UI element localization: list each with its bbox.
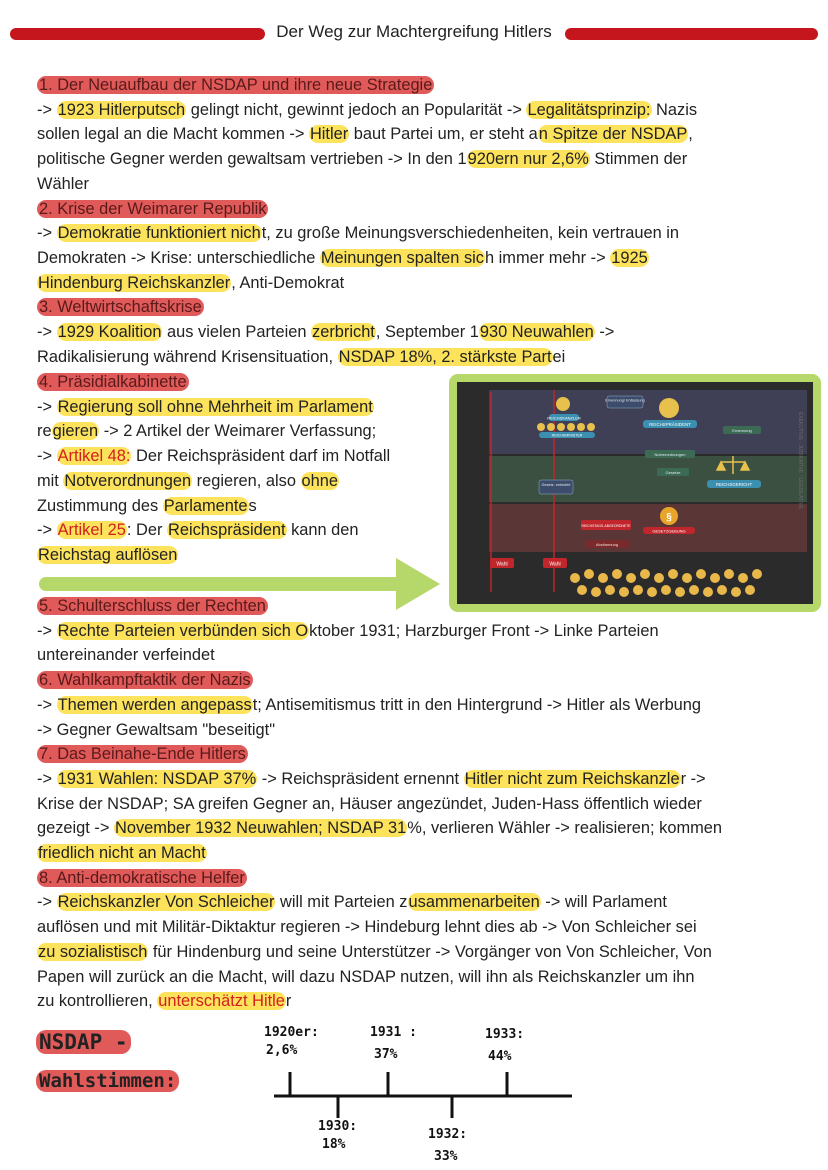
s5-line1: -> Rechte Parteien verbünden sich Oktober 1931; Harzburger Front -> Linke Parteien [37,621,659,640]
s8-line4: Papen will zurück an die Macht, will dazu NSDAP nutzen, will ihn als Reichskanzler um ihn [37,967,695,986]
s6-line2: -> Gegner Gewaltsam "beseitigt" [37,720,276,739]
s4-line4: mit Notverordnungen regieren, also ohne [37,471,338,490]
heading-s1: 1. Der Neuaufbau der NSDAP und ihre neue Strategie [39,76,433,94]
s4-line5: Zustimmung des Parlamentes [37,496,257,515]
svg-text:§: § [666,512,672,523]
s1-line4: Wähler [37,174,89,193]
s8-line5: zu kontrollieren, unterschätzt Hitler [37,992,292,1011]
timeline-label-2: Wahlstimmen: [36,1070,179,1092]
s8-line3: zu sozialistisch für Hindenburg und seine Unterstützer -> Vorgänger von Von Schleicher, Von [38,942,712,961]
label-wahl-1: Wahl [496,561,508,568]
s4-line2: regieren -> 2 Artikel der Weimarer Verfassung; [37,422,377,441]
value-1920: 2,6% [266,1043,298,1058]
year-1920: 1920er: [264,1025,319,1040]
heading-s7: 7. Das Beinahe-Ende Hitlers [39,745,246,764]
heading-s3: 3. Weltwirtschaftskrise [39,298,202,317]
label-wahl-2: Wahl [549,561,561,568]
year-1932: 1932: [428,1127,468,1142]
s1-line2: sollen legal an die Macht kommen -> Hitler baut Partei um, er steht an Spitze der NSDAP, [37,125,693,144]
heading-s8: 8. Anti-demokratische Helfer [39,868,245,887]
s4-line1: -> Regierung soll ohne Mehrheit im Parlament [37,397,373,416]
svg-text:Ernennung/ Entlassung: Ernennung/ Entlassung [605,398,645,403]
value-1930: 18% [322,1137,346,1152]
value-1931: 37% [374,1047,398,1062]
s8-line2: auflösen und mit Militär-Diktaktur regieren -> Hindeburg lehnt dies ab -> Von Schleicher sei [37,918,697,937]
s3-line1: -> 1929 Koalition aus vielen Parteien zerbricht, September 1930 Neuwahlen -> [37,323,615,342]
s4-line7: Reichstag auflösen [38,545,178,564]
svg-text:Gesetz- entwürfe: Gesetz- entwürfe [541,483,571,487]
s3-line2: Radikalisierung während Krisensituation, NSDAP 18%, 2. stärkste Partei [37,347,566,366]
page-title: Der Weg zur Machtergreifung Hitlers [0,22,828,42]
svg-text:Notverordnungen: Notverordnungen [654,452,686,457]
heading-s2: 2. Krise der Weimarer Republik [39,199,267,218]
heading-s6: 6. Wahlkampftaktik der Nazis [39,671,251,690]
s5-line2: untereinander verfeindet [37,646,215,665]
s7-line4: friedlich nicht an Macht [38,844,206,863]
label-gesetzgebung: GESETZGEBUNG [652,528,686,534]
svg-text:EXEKUTIVE · JUDIKATIVE · LEGIS: EXEKUTIVE · JUDIKATIVE · LEGISLATIVE [797,412,803,510]
svg-text:Abstimmung: Abstimmung [595,542,619,547]
s2-line2: Demokraten -> Krise: unterschiedliche Meinungen spalten sich immer mehr -> 1925 [37,248,648,267]
s7-line2: Krise der NSDAP; SA greifen Gegner an, Häuser angezündet, Juden-Hass öffentlich wieder [37,794,702,813]
value-1932: 33% [434,1149,458,1164]
value-1933: 44% [488,1049,512,1064]
s1-line3: politische Gegner werden gewaltsam vertrieben -> In den 1920ern nur 2,6% Stimmen der [37,150,688,169]
s1-line1: -> 1923 Hitlerputsch gelingt nicht, gewinnt jedoch an Popularität -> Legalitätsprinzip: Nazis [37,100,698,119]
label-reichspraesident: REICHSPRÄSIDENT [649,422,691,427]
svg-text:Ernennung: Ernennung [732,428,752,433]
label-reichsgericht: REICHSGERICHT [715,482,753,487]
s8-line1: -> Reichskanzler Von Schleicher will mit Parteien zusammenarbeiten -> will Parlament [37,893,667,912]
s6-line1: -> Themen werden angepasst; Antisemitismus tritt in den Hintergrund -> Hitler als Werbung [37,695,702,714]
heading-s4: 4. Präsidialkabinette [39,373,187,391]
year-1930: 1930: [318,1119,358,1134]
s4-line3: -> Artikel 48: Der Reichspräsident darf im Notfall [37,447,391,466]
timeline-label-1: NSDAP - [36,1030,131,1054]
label-abgeordnete: REICHSTAGS-ABGEORDNETE [581,524,631,528]
label-reichskanzler: REICHSKANZLER [547,415,581,421]
s7-line1: -> 1931 Wahlen: NSDAP 37% -> Reichspräsident ernennt Hitler nicht zum Reichskanzler -> [37,769,706,788]
s4-line6: -> Artikel 25: Der Reichspräsident kann den [37,521,359,540]
svg-text:Gesetze: Gesetze [665,470,681,475]
heading-s5: 5. Schulterschluss der Rechten [39,597,266,615]
year-1933: 1933: [485,1027,525,1042]
s2-line3: Hindenburg Reichskanzler, Anti-Demokrat [38,273,345,292]
label-reichsminister: REICHSMINISTER [551,433,583,438]
s7-line3: gezeigt -> November 1932 Neuwahlen; NSDAP 31%, verlieren Wähler -> realisieren; kommen [37,819,722,838]
year-1931: 1931 : [370,1025,417,1040]
s2-line1: -> Demokratie funktioniert nicht, zu große Meinungsverschiedenheiten, kein vertrauen in [37,224,680,243]
